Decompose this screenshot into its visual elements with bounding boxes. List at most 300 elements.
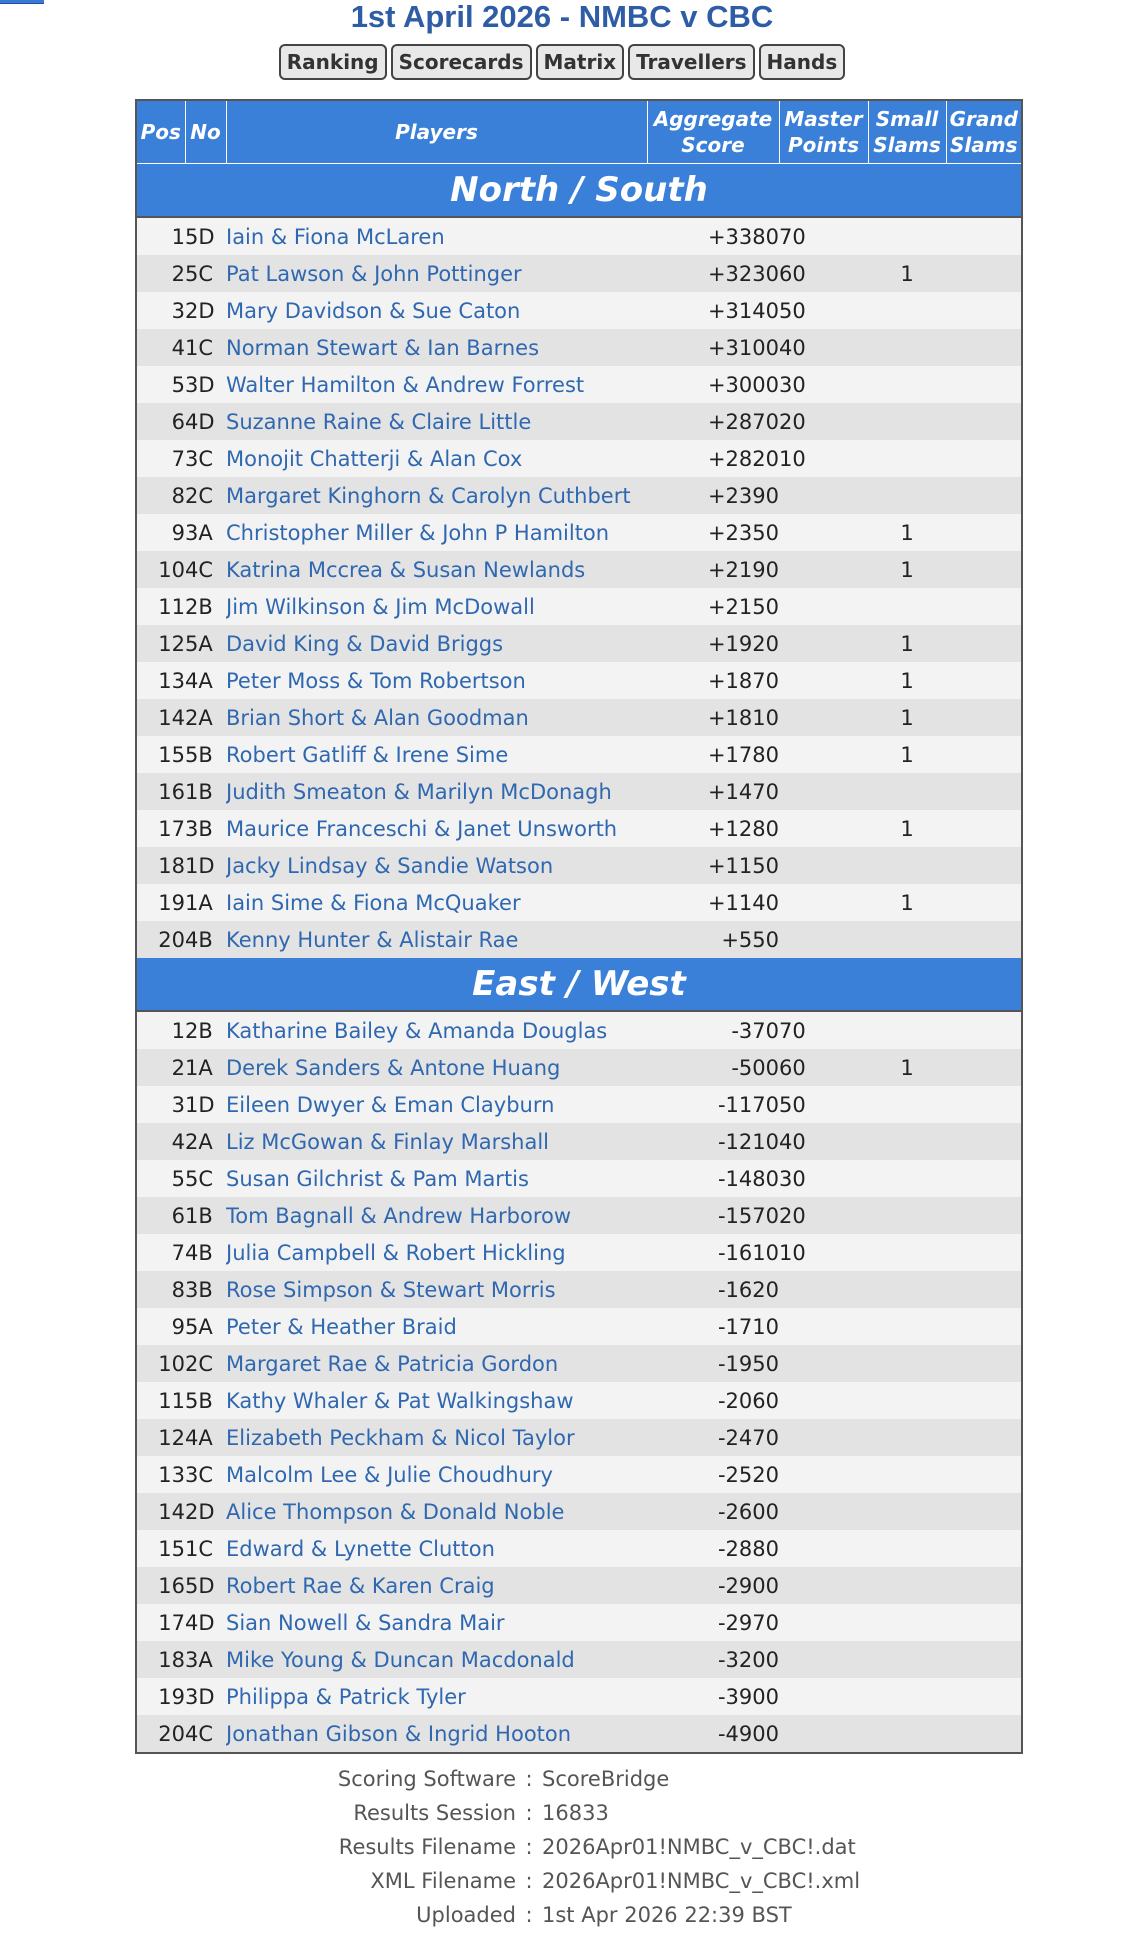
position-cell: 13	[136, 662, 185, 699]
aggregate-score-cell: +2870	[647, 403, 779, 440]
aggregate-score-cell: -1950	[647, 1345, 779, 1382]
master-points-cell	[779, 1345, 868, 1382]
grand-slams-cell	[946, 329, 1022, 366]
column-header-players: Players	[226, 100, 647, 164]
table-row	[136, 662, 1022, 699]
small-slams-cell	[868, 1493, 946, 1530]
aggregate-score-cell: +2390	[647, 477, 779, 514]
table-row	[136, 1456, 1022, 1493]
position-cell: 6	[136, 403, 185, 440]
pair-number-cell: 4A	[185, 662, 226, 699]
player-link[interactable]: Katrina Mccrea & Susan Newlands	[226, 557, 586, 582]
players-cell	[226, 1049, 647, 1086]
table-row	[136, 884, 1022, 921]
player-link[interactable]: Jacky Lindsay & Sandie Watson	[226, 853, 554, 878]
grand-slams-cell	[946, 588, 1022, 625]
pair-number-cell: 3B	[185, 1271, 226, 1308]
small-slams-cell	[868, 1011, 946, 1049]
section-header-row	[136, 958, 1022, 1011]
master-points-cell	[779, 1715, 868, 1753]
player-link[interactable]: Jim Wilkinson & Jim McDowall	[226, 594, 535, 619]
footer-separator: :	[525, 1903, 533, 1927]
aggregate-score-cell: -1210	[647, 1123, 779, 1160]
grand-slams-cell	[946, 1641, 1022, 1678]
table-row	[136, 810, 1022, 847]
grand-slams-cell	[946, 1011, 1022, 1049]
small-slams-cell	[868, 847, 946, 884]
aggregate-score-cell: +1280	[647, 810, 779, 847]
page-title: 1st April 2026 - NMBC v CBC	[350, 0, 774, 34]
pair-number-cell: 3C	[185, 1456, 226, 1493]
table-row	[136, 1234, 1022, 1271]
position-cell: 1	[136, 217, 185, 255]
table-row	[136, 1160, 1022, 1197]
master-points-cell	[779, 1567, 868, 1604]
position-cell: 19	[136, 884, 185, 921]
score-label: Score	[681, 133, 745, 157]
master-points-cell	[779, 884, 868, 921]
pair-number-cell: 4A	[185, 1419, 226, 1456]
players-cell	[226, 292, 647, 329]
players-cell	[226, 1234, 647, 1271]
small-slams-cell	[868, 588, 946, 625]
north-south-section	[136, 164, 1022, 959]
master-points-cell	[779, 477, 868, 514]
small-label: Small	[875, 107, 939, 131]
footer-row	[135, 1796, 1021, 1830]
pair-number-cell: 5D	[185, 1567, 226, 1604]
small-slams-cell	[868, 366, 946, 403]
player-link[interactable]: Kenny Hunter & Alistair Rae	[226, 927, 519, 952]
pair-number-cell: 2A	[185, 1123, 226, 1160]
position-cell: 14	[136, 699, 185, 736]
pair-number-cell: 2B	[185, 588, 226, 625]
grand-slams-cell	[946, 477, 1022, 514]
table-row	[136, 1011, 1022, 1049]
pair-number-cell: 4D	[185, 1604, 226, 1641]
grand-slams-cell	[946, 1197, 1022, 1234]
grand-slams-cell	[946, 662, 1022, 699]
grand-slams-cell	[946, 1493, 1022, 1530]
grand-label: Grand	[949, 107, 1018, 131]
player-link[interactable]: Pat Lawson & John Pottinger	[226, 261, 522, 286]
aggregate-score-cell: -1570	[647, 1197, 779, 1234]
position-cell: 9	[136, 514, 185, 551]
player-link[interactable]: Monojit Chatterji & Alan Cox	[226, 446, 523, 471]
players-cell	[226, 625, 647, 662]
position-cell: 10	[136, 1345, 185, 1382]
table-row	[136, 1049, 1022, 1086]
players-cell	[226, 699, 647, 736]
position-cell: 3	[136, 292, 185, 329]
players-cell	[226, 884, 647, 921]
pair-number-cell: 4B	[185, 921, 226, 958]
table-row	[136, 292, 1022, 329]
small-slams-cell: 1	[868, 1049, 946, 1086]
position-cell: 18	[136, 1641, 185, 1678]
grand-slams-cell	[946, 1271, 1022, 1308]
position-cell: 14	[136, 1493, 185, 1530]
small-slams-cell	[868, 440, 946, 477]
aggregate-score-cell: -2970	[647, 1604, 779, 1641]
position-cell: 17	[136, 810, 185, 847]
table-row	[136, 1678, 1022, 1715]
aggregate-score-cell: -1620	[647, 1271, 779, 1308]
players-cell	[226, 1345, 647, 1382]
players-cell	[226, 1715, 647, 1753]
small-slams-cell	[868, 217, 946, 255]
pair-number-cell: 1C	[185, 1530, 226, 1567]
scorecards-button[interactable]: Scorecards	[391, 44, 532, 80]
position-cell: 4	[136, 1123, 185, 1160]
pair-number-cell: 1A	[185, 1049, 226, 1086]
players-cell	[226, 1567, 647, 1604]
players-cell	[226, 403, 647, 440]
players-cell	[226, 1419, 647, 1456]
grand-slams-cell	[946, 1345, 1022, 1382]
player-link[interactable]: Eileen Dwyer & Eman Clayburn	[226, 1092, 555, 1117]
position-cell: 8	[136, 477, 185, 514]
small-slams-cell	[868, 1197, 946, 1234]
player-link[interactable]: Peter & Heather Braid	[226, 1314, 457, 1339]
grand-slams-cell	[946, 884, 1022, 921]
column-header-small-slams	[868, 100, 946, 164]
small-slams-cell	[868, 1641, 946, 1678]
aggregate-score-cell: -3900	[647, 1678, 779, 1715]
grand-slams-cell	[946, 1678, 1022, 1715]
player-link[interactable]: Christopher Miller & John P Hamilton	[226, 520, 610, 545]
player-link[interactable]: Norman Stewart & Ian Barnes	[226, 335, 540, 360]
small-slams-cell	[868, 921, 946, 958]
master-points-cell	[779, 514, 868, 551]
pair-number-cell: 2C	[185, 1345, 226, 1382]
players-cell	[226, 1456, 647, 1493]
player-link[interactable]: Rose Simpson & Stewart Morris	[226, 1277, 556, 1302]
table-row	[136, 625, 1022, 662]
small-slams-cell: 1	[868, 662, 946, 699]
footer-value: 2026Apr01!NMBC_v_CBC!.xml	[542, 1869, 861, 1893]
table-row	[136, 699, 1022, 736]
grand-slams-cell	[946, 217, 1022, 255]
footer-label: Results Session	[353, 1801, 516, 1825]
small-slams-cell	[868, 1604, 946, 1641]
pair-number-cell: 5B	[185, 736, 226, 773]
table-row	[136, 1604, 1022, 1641]
grand-slams-cell	[946, 1456, 1022, 1493]
player-link[interactable]: Brian Short & Alan Goodman	[226, 705, 529, 730]
player-link[interactable]: Walter Hamilton & Andrew Forrest	[226, 372, 585, 397]
master-points-cell: 30	[779, 1160, 868, 1197]
pair-number-cell: 5A	[185, 1308, 226, 1345]
table-row	[136, 588, 1022, 625]
player-link[interactable]: Jonathan Gibson & Ingrid Hooton	[226, 1721, 572, 1746]
master-points-cell	[779, 810, 868, 847]
position-cell: 13	[136, 1456, 185, 1493]
pair-number-cell: 1B	[185, 773, 226, 810]
grand-slams-cell	[946, 1160, 1022, 1197]
grand-slams-label: Slams	[950, 133, 1018, 157]
player-link[interactable]: Katharine Bailey & Amanda Douglas	[226, 1018, 608, 1043]
pair-number-cell: 3A	[185, 1641, 226, 1678]
small-slams-cell	[868, 1456, 946, 1493]
grand-slams-cell	[946, 1234, 1022, 1271]
players-cell	[226, 1678, 647, 1715]
position-cell: 5	[136, 1160, 185, 1197]
player-link[interactable]: Edward & Lynette Clutton	[226, 1536, 495, 1561]
section-title-north-south: North / South	[136, 164, 1022, 218]
small-slams-cell	[868, 292, 946, 329]
travellers-button[interactable]: Travellers	[628, 44, 754, 80]
player-link[interactable]: Peter Moss & Tom Robertson	[226, 668, 526, 693]
header-row	[136, 100, 1022, 164]
aggregate-score-cell: +1140	[647, 884, 779, 921]
grand-slams-cell	[946, 1715, 1022, 1753]
players-cell	[226, 366, 647, 403]
footer-separator: :	[525, 1835, 533, 1859]
table-row	[136, 255, 1022, 292]
pair-number-cell: 2D	[185, 1493, 226, 1530]
table-row	[136, 1271, 1022, 1308]
position-cell: 16	[136, 773, 185, 810]
small-slams-cell: 1	[868, 884, 946, 921]
aggregate-score-cell: -2900	[647, 1567, 779, 1604]
aggregate-score-cell: +3100	[647, 329, 779, 366]
player-link[interactable]: Suzanne Raine & Claire Little	[226, 409, 532, 434]
aggregate-score-cell: -500	[647, 1049, 779, 1086]
player-link[interactable]: Derek Sanders & Antone Huang	[226, 1055, 561, 1080]
hands-button[interactable]: Hands	[759, 44, 846, 80]
player-link[interactable]: Liz McGowan & Finlay Marshall	[226, 1129, 550, 1154]
master-points-cell: 30	[779, 366, 868, 403]
players-cell	[226, 329, 647, 366]
nav-bar	[0, 44, 1124, 80]
players-cell	[226, 847, 647, 884]
master-points-cell: 70	[779, 1011, 868, 1049]
player-link[interactable]: Malcolm Lee & Julie Choudhury	[226, 1462, 553, 1487]
grand-slams-cell	[946, 1086, 1022, 1123]
position-cell: 2	[136, 255, 185, 292]
player-link[interactable]: Robert Rae & Karen Craig	[226, 1573, 495, 1598]
pair-number-cell: 5D	[185, 217, 226, 255]
aggregate-score-cell: -2470	[647, 1419, 779, 1456]
small-slams-cell	[868, 1123, 946, 1160]
aggregate-score-cell: -4900	[647, 1715, 779, 1753]
player-link[interactable]: Susan Gilchrist & Pam Martis	[226, 1166, 529, 1191]
position-cell: 7	[136, 1234, 185, 1271]
player-link[interactable]: Elizabeth Peckham & Nicol Taylor	[226, 1425, 575, 1450]
column-header-grand-slams	[946, 100, 1022, 164]
player-link[interactable]: Tom Bagnall & Andrew Harborow	[226, 1203, 572, 1228]
aggregate-score-cell: -1610	[647, 1234, 779, 1271]
master-points-cell: 10	[779, 440, 868, 477]
aggregate-score-cell: +3230	[647, 255, 779, 292]
players-cell	[226, 1308, 647, 1345]
position-cell: 8	[136, 1271, 185, 1308]
footer-row	[135, 1762, 1021, 1796]
master-points-cell	[779, 773, 868, 810]
footer-value: ScoreBridge	[542, 1767, 670, 1791]
pair-number-cell: 5C	[185, 1160, 226, 1197]
pair-number-cell: 3D	[185, 366, 226, 403]
players-cell	[226, 551, 647, 588]
master-points-cell	[779, 625, 868, 662]
pair-number-cell: 1D	[185, 1086, 226, 1123]
master-points-cell: 50	[779, 292, 868, 329]
section-header-row	[136, 164, 1022, 218]
master-points-cell	[779, 847, 868, 884]
grand-slams-cell	[946, 255, 1022, 292]
position-cell: 7	[136, 440, 185, 477]
small-slams-cell	[868, 1567, 946, 1604]
position-cell: 2	[136, 1049, 185, 1086]
players-cell	[226, 1197, 647, 1234]
grand-slams-cell	[946, 847, 1022, 884]
small-slams-cell	[868, 1160, 946, 1197]
master-points-cell: 20	[779, 403, 868, 440]
player-link[interactable]: Judith Smeaton & Marilyn McDonagh	[226, 779, 612, 804]
aggregate-score-cell: +1920	[647, 625, 779, 662]
player-link[interactable]: Iain Sime & Fiona McQuaker	[226, 890, 521, 915]
position-cell: 16	[136, 1567, 185, 1604]
pair-number-cell: 5C	[185, 255, 226, 292]
players-cell	[226, 514, 647, 551]
player-link[interactable]: Sian Nowell & Sandra Mair	[226, 1610, 505, 1635]
grand-slams-cell	[946, 551, 1022, 588]
small-slams-cell	[868, 1678, 946, 1715]
pair-number-cell: 3C	[185, 440, 226, 477]
footer-label: XML Filename	[370, 1869, 516, 1893]
aggregate-score-cell: +1870	[647, 662, 779, 699]
master-points-cell	[779, 736, 868, 773]
aggregate-score-cell: +2350	[647, 514, 779, 551]
footer-separator: :	[525, 1869, 533, 1893]
table-row	[136, 921, 1022, 958]
small-slams-cell	[868, 1086, 946, 1123]
position-cell: 10	[136, 551, 185, 588]
table-row	[136, 477, 1022, 514]
table-row	[136, 1493, 1022, 1530]
ranking-button[interactable]: Ranking	[279, 44, 387, 80]
pair-number-cell: 4B	[185, 1234, 226, 1271]
grand-slams-cell	[946, 403, 1022, 440]
small-slams-cell	[868, 1382, 946, 1419]
master-points-cell	[779, 1271, 868, 1308]
players-cell	[226, 736, 647, 773]
position-cell: 17	[136, 1604, 185, 1641]
table-row	[136, 1419, 1022, 1456]
player-link[interactable]: Julia Campbell & Robert Hickling	[226, 1240, 566, 1265]
master-points-cell	[779, 1493, 868, 1530]
master-points-cell	[779, 1530, 868, 1567]
table-row	[136, 1641, 1022, 1678]
small-slams-cell	[868, 1715, 946, 1753]
small-slams-cell	[868, 477, 946, 514]
grand-slams-cell	[946, 514, 1022, 551]
player-link[interactable]: Alice Thompson & Donald Noble	[226, 1499, 565, 1524]
table-row	[136, 1123, 1022, 1160]
player-link[interactable]: Philippa & Patrick Tyler	[226, 1684, 466, 1709]
player-link[interactable]: Iain & Fiona McLaren	[226, 224, 445, 249]
grand-slams-cell	[946, 1308, 1022, 1345]
player-link[interactable]: Mary Davidson & Sue Caton	[226, 298, 521, 323]
footer-value: 2026Apr01!NMBC_v_CBC!.dat	[542, 1835, 856, 1859]
table-row	[136, 440, 1022, 477]
master-points-cell	[779, 1678, 868, 1715]
position-cell: 11	[136, 588, 185, 625]
aggregate-score-cell: +2190	[647, 551, 779, 588]
master-points-cell	[779, 921, 868, 958]
players-cell	[226, 477, 647, 514]
position-cell: 3	[136, 1086, 185, 1123]
players-cell	[226, 217, 647, 255]
grand-slams-cell	[946, 1419, 1022, 1456]
footer-value: 1st Apr 2026 22:39 BST	[542, 1903, 792, 1927]
pair-number-cell: 1C	[185, 329, 226, 366]
master-points-cell: 60	[779, 255, 868, 292]
players-cell	[226, 440, 647, 477]
grand-slams-cell	[946, 1530, 1022, 1567]
footer-row	[135, 1898, 1021, 1932]
master-points-cell	[779, 551, 868, 588]
small-slams-cell	[868, 1530, 946, 1567]
position-cell: 12	[136, 625, 185, 662]
section-title-east-west: East / West	[136, 958, 1022, 1011]
table-row	[136, 1382, 1022, 1419]
players-cell	[226, 255, 647, 292]
pair-number-cell: 4D	[185, 403, 226, 440]
column-header-master-points	[779, 100, 868, 164]
small-slams-cell	[868, 1345, 946, 1382]
player-link[interactable]: Margaret Kinghorn & Carolyn Cuthbert	[226, 483, 631, 508]
table-row	[136, 514, 1022, 551]
players-cell	[226, 588, 647, 625]
pair-number-cell: 2B	[185, 1011, 226, 1049]
position-cell: 1	[136, 1011, 185, 1049]
players-cell	[226, 1641, 647, 1678]
footer-separator: :	[525, 1801, 533, 1825]
position-cell: 19	[136, 1678, 185, 1715]
aggregate-score-cell: +3140	[647, 292, 779, 329]
position-cell: 15	[136, 1530, 185, 1567]
table-row	[136, 1197, 1022, 1234]
small-slams-cell	[868, 1308, 946, 1345]
grand-slams-cell	[946, 440, 1022, 477]
player-link[interactable]: Mike Young & Duncan Macdonald	[226, 1647, 575, 1672]
player-link[interactable]: Kathy Whaler & Pat Walkingshaw	[226, 1388, 574, 1413]
position-cell: 12	[136, 1419, 185, 1456]
small-slams-cell	[868, 1234, 946, 1271]
aggregate-score-cell: -2520	[647, 1456, 779, 1493]
pair-number-cell: 2C	[185, 477, 226, 514]
position-cell: 11	[136, 1382, 185, 1419]
matrix-button[interactable]: Matrix	[536, 44, 625, 80]
player-link[interactable]: Margaret Rae & Patricia Gordon	[226, 1351, 559, 1376]
small-slams-cell: 1	[868, 736, 946, 773]
small-slams-cell: 1	[868, 810, 946, 847]
player-link[interactable]: Robert Gatliff & Irene Sime	[226, 742, 509, 767]
small-slams-cell	[868, 329, 946, 366]
master-label: Master	[784, 107, 863, 131]
master-points-cell: 50	[779, 1086, 868, 1123]
footer-value: 16833	[542, 1801, 609, 1825]
master-points-cell: 70	[779, 217, 868, 255]
table-row	[136, 736, 1022, 773]
player-link[interactable]: Maurice Franceschi & Janet Unsworth	[226, 816, 618, 841]
players-cell	[226, 1011, 647, 1049]
player-link[interactable]: David King & David Briggs	[226, 631, 504, 656]
table-row	[136, 551, 1022, 588]
grand-slams-cell	[946, 810, 1022, 847]
